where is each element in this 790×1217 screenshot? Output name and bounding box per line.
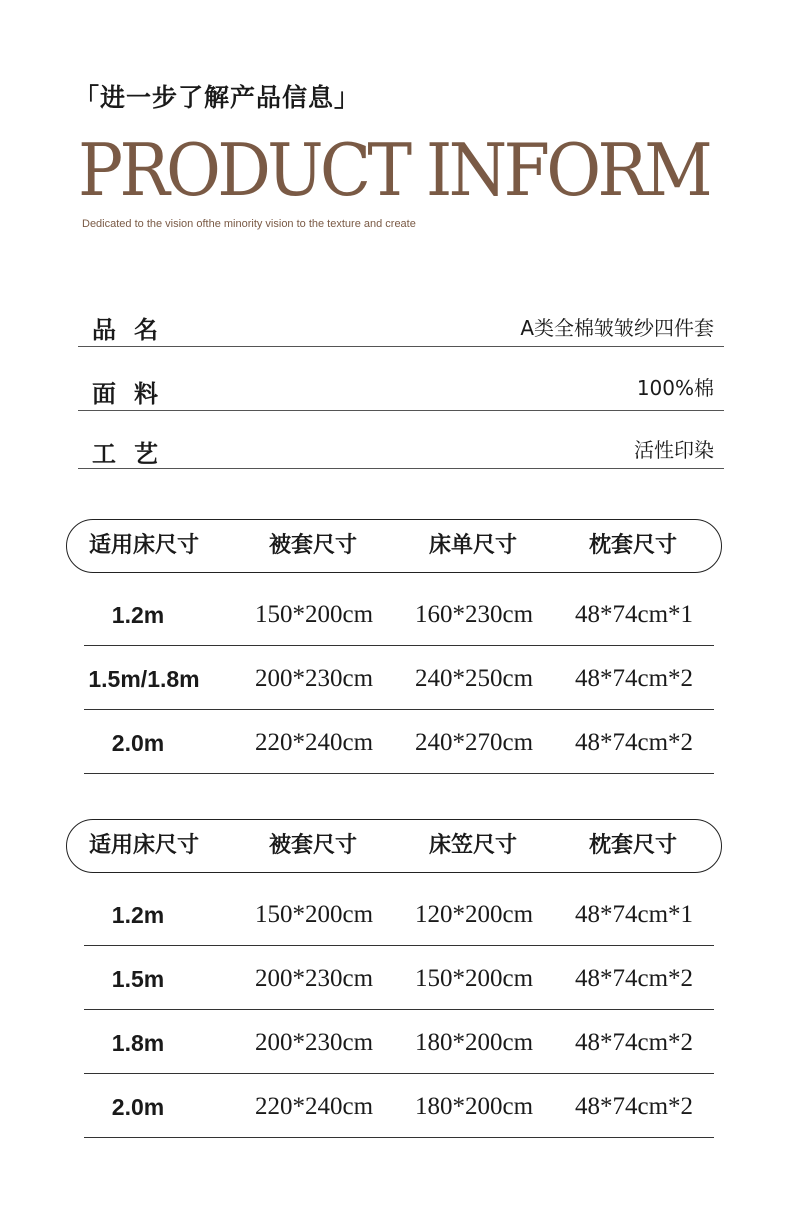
table-row bbox=[84, 946, 714, 1010]
table-cell: 2.0m bbox=[111, 730, 165, 756]
table-cell: 180*200cm bbox=[414, 1093, 534, 1120]
info-row-name bbox=[78, 300, 724, 347]
table-cell: 48*74cm*1 bbox=[574, 601, 694, 628]
table-cell: 48*74cm*2 bbox=[574, 665, 694, 692]
table-cell: 48*74cm*2 bbox=[574, 729, 694, 756]
table-header-cell: 适用床尺寸 bbox=[88, 833, 199, 858]
table-header-cell: 枕套尺寸 bbox=[588, 533, 677, 558]
info-value: A类全棉皱皱纱四件套 bbox=[520, 316, 714, 340]
table-header-cell: 枕套尺寸 bbox=[588, 833, 677, 858]
table-cell: 150*200cm bbox=[414, 965, 534, 992]
table-cell: 120*200cm bbox=[414, 901, 534, 928]
table-cell: 240*250cm bbox=[414, 665, 534, 692]
info-value: 活性印染 bbox=[634, 438, 714, 462]
table-cell: 1.5m/1.8m bbox=[88, 666, 200, 692]
info-label: 面料 bbox=[92, 380, 176, 408]
info-row-fabric bbox=[78, 346, 724, 411]
section-subtitle: 「进一步了解产品信息」 bbox=[74, 83, 361, 112]
table-cell: 48*74cm*2 bbox=[574, 965, 694, 992]
table-header-cell: 被套尺寸 bbox=[268, 833, 357, 858]
table-cell: 48*74cm*1 bbox=[574, 901, 694, 928]
table-cell: 150*200cm bbox=[254, 601, 374, 628]
table-cell: 160*230cm bbox=[414, 601, 534, 628]
table-row bbox=[84, 1074, 714, 1138]
table-cell: 1.5m bbox=[111, 966, 165, 992]
table-cell: 1.2m bbox=[111, 602, 165, 628]
table-header-cell: 适用床尺寸 bbox=[88, 533, 199, 558]
table-row bbox=[84, 582, 714, 646]
table-header-cell: 床单尺寸 bbox=[428, 533, 517, 558]
table-cell: 220*240cm bbox=[254, 1093, 374, 1120]
table-cell: 150*200cm bbox=[254, 901, 374, 928]
table-cell: 1.8m bbox=[111, 1030, 165, 1056]
info-label: 品名 bbox=[92, 316, 176, 344]
table-cell: 1.2m bbox=[111, 902, 165, 928]
table-row bbox=[84, 882, 714, 946]
info-label: 工艺 bbox=[92, 440, 176, 468]
info-row-craft bbox=[78, 410, 724, 469]
table-row bbox=[84, 710, 714, 774]
info-value: 100%棉 bbox=[636, 376, 714, 400]
tagline: Dedicated to the vision ofthe minority vision to the texture and create bbox=[82, 218, 416, 230]
page-title: PRODUCT INFORM bbox=[78, 128, 709, 212]
table-row bbox=[84, 646, 714, 710]
table-cell: 240*270cm bbox=[414, 729, 534, 756]
table-cell: 48*74cm*2 bbox=[574, 1093, 694, 1120]
table-cell: 48*74cm*2 bbox=[574, 1029, 694, 1056]
table1-header bbox=[66, 519, 722, 573]
table-cell: 180*200cm bbox=[414, 1029, 534, 1056]
table-cell: 200*230cm bbox=[254, 665, 374, 692]
table-row bbox=[84, 1010, 714, 1074]
table-cell: 220*240cm bbox=[254, 729, 374, 756]
table-cell: 2.0m bbox=[111, 1094, 165, 1120]
table-cell: 200*230cm bbox=[254, 965, 374, 992]
table2-header bbox=[66, 819, 722, 873]
table-cell: 200*230cm bbox=[254, 1029, 374, 1056]
table-header-cell: 被套尺寸 bbox=[268, 533, 357, 558]
table-header-cell: 床笠尺寸 bbox=[428, 833, 517, 858]
